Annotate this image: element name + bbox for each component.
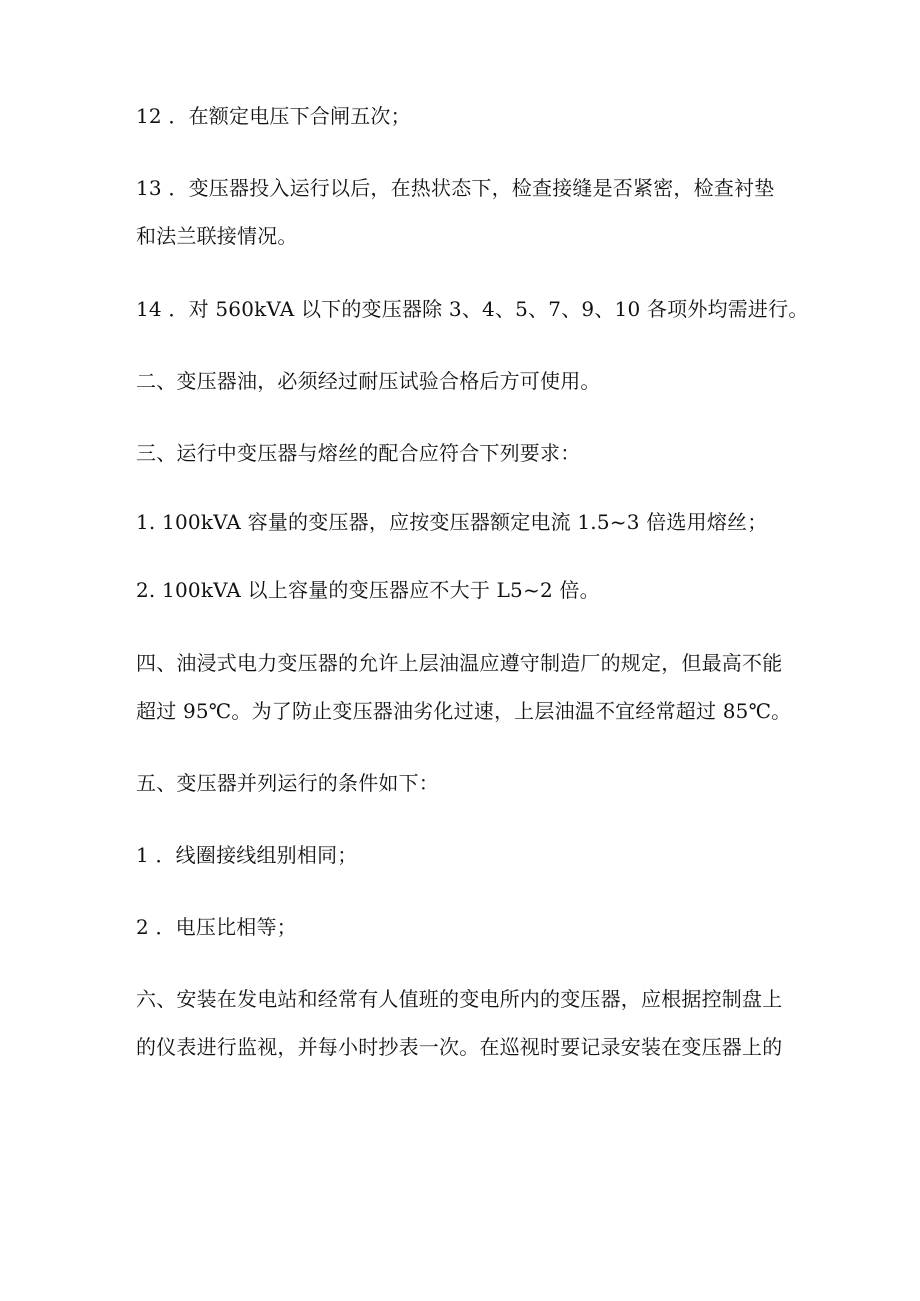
section-5-item-2: 2 ．电压比相等；: [136, 915, 297, 939]
item-13-text-line-1: 13 ．变压器投入运行以后，在热状态下，检查接缝是否紧密，检查衬垫: [136, 176, 775, 200]
section-5-heading: 五、变压器并列运行的条件如下：: [136, 771, 439, 795]
section-6-line-2: 的仪表进行监视，并每小时抄表一次。在巡视时要记录安装在变压器上的: [136, 1035, 783, 1059]
section-2-heading: 二、变压器油，必须经过耐压试验合格后方可使用。: [136, 369, 601, 393]
section-4-line-1: 四、油浸式电力变压器的允许上层油温应遵守制造厂的规定，但最高不能: [136, 651, 783, 675]
section-3-heading: 三、运行中变压器与熔丝的配合应符合下列要求：: [136, 441, 581, 465]
item-14-text: 14 ．对 560kVA 以下的变压器除 3、4、5、7、9、10 各项外均需进行。: [136, 297, 809, 321]
section-5-item-1: 1 ．线圈接线组别相同；: [136, 843, 358, 867]
section-4-line-2: 超过 95℃。为了防止变压器油劣化过速，上层油温不宜经常超过 85℃。: [136, 699, 792, 723]
section-6-line-1: 六、安装在发电站和经常有人值班的变电所内的变压器，应根据控制盘上: [136, 987, 783, 1011]
item-13-text-line-2: 和法兰联接情况。: [136, 224, 298, 248]
section-3-item-2: 2. 100kVA 以上容量的变压器应不大于 L5~2 倍。: [136, 578, 600, 602]
item-12-text: 12 ．在额定电压下合闸五次；: [136, 104, 411, 128]
section-3-item-1: 1. 100kVA 容量的变压器，应按变压器额定电流 1.5~3 倍选用熔丝；: [136, 510, 768, 534]
